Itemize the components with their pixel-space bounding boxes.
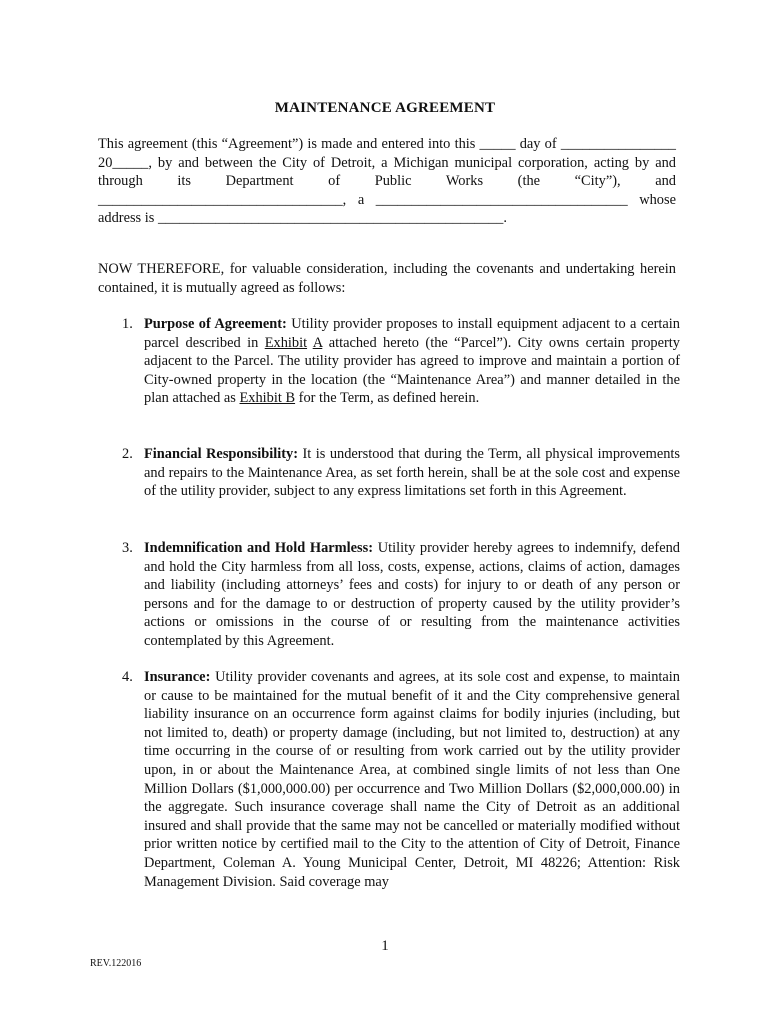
intro-paragraph: This agreement (this “Agreement”) is made and entered into this _____ day of ________________ 20_____, by and between the City of Detroit, a Michigan municipal corporation, acting by and through its Department of Public Works (the “City”), and __________________________________, a ___________________________________ whose address is ________________________________________________. [98, 136, 676, 227]
section-heading: Indemnification and Hold Harmless: [144, 540, 374, 556]
section-text: attached hereto (the “Parcel”). City owns certain property adjacent to the Parcel. The utility provider has agreed to improve and maintain a portion of City-owned property in the location (the “Maintenance Area”) and manner detailed in the plan attached as [144, 334, 680, 407]
document-title: MAINTENANCE AGREEMENT [274, 100, 496, 116]
page-number: 1 [381, 938, 389, 954]
exhibit-b-link: Exhibit B [239, 390, 296, 407]
section-purpose [122, 315, 680, 408]
section-text: Utility provider proposes to install equipment adjacent to a certain parcel described in [144, 316, 680, 351]
section-number: 1. [122, 316, 133, 332]
section-heading: Purpose of Agreement: [144, 316, 287, 332]
section-text: It is understood that during the Term, all physical improvements and repairs to the Maintenance Area, as set forth herein, shall be at the sole cost and expense of the utility provider, subject to any express limitations set forth in this Agreement. [144, 446, 680, 500]
section-heading: Financial Responsibility: [144, 446, 299, 462]
section-number: 3. [122, 540, 133, 556]
section-body [144, 668, 680, 891]
section-body [144, 539, 680, 651]
section-number: 2. [122, 446, 133, 462]
section-heading: Insurance: [144, 669, 211, 685]
section-number: 4. [122, 669, 133, 685]
section-text: Utility provider hereby agrees to indemnify, defend and hold the City harmless from all loss, costs, expense, actions, claims of action, damages and liability (including attorneys’ fees and costs) for injury to or death of any person or persons and for the damage to or destruction of property caused by the utility provider’s actions or omissions in the course of or resulting from the maintenance activities contemplated by this Agreement. [144, 540, 681, 649]
section-body [144, 315, 680, 408]
section-text: for the Term, as defined herein. [295, 390, 480, 407]
revision-label: REV.122016 [90, 958, 142, 969]
section-insurance [122, 668, 680, 891]
section-text: Utility provider covenants and agrees, at its sole cost and expense, to maintain or cause to be maintained for the mutual benefit of it and the City comprehensive general liability insurance on an occurrence form against claims for bodily injuries (including, but not limited to, death) or property damage (including, but not limited to, destruction) at any time occurring in the course of or resulting from work carried out by the utility provider upon, in or about the Maintenance Area, at combined single limits of not less than One Million Dollars ($1,000,000.00) per occurrence and Two Million Dollars ($2,000,000.00) in the aggregate. Such insurance coverage shall name the City of Detroit as an additional insured and shall provide that the same may not be cancelled or materially modified without prior written notice by certified mail to the City to the attention of City of Detroit, Finance Department, Coleman A. Young Municipal Center, Detroit, MI 48226; Attention: Risk Management Division. Said coverage may [144, 669, 680, 890]
exhibit-a-letter: A [312, 334, 323, 351]
section-financial-responsibility [122, 445, 680, 501]
exhibit-a-link: Exhibit [264, 334, 308, 351]
section-indemnification [122, 539, 680, 651]
section-body [144, 445, 680, 501]
recital-paragraph: NOW THEREFORE, for valuable consideration, including the covenants and undertaking herein contained, it is mutually agreed as follows: [98, 261, 676, 296]
